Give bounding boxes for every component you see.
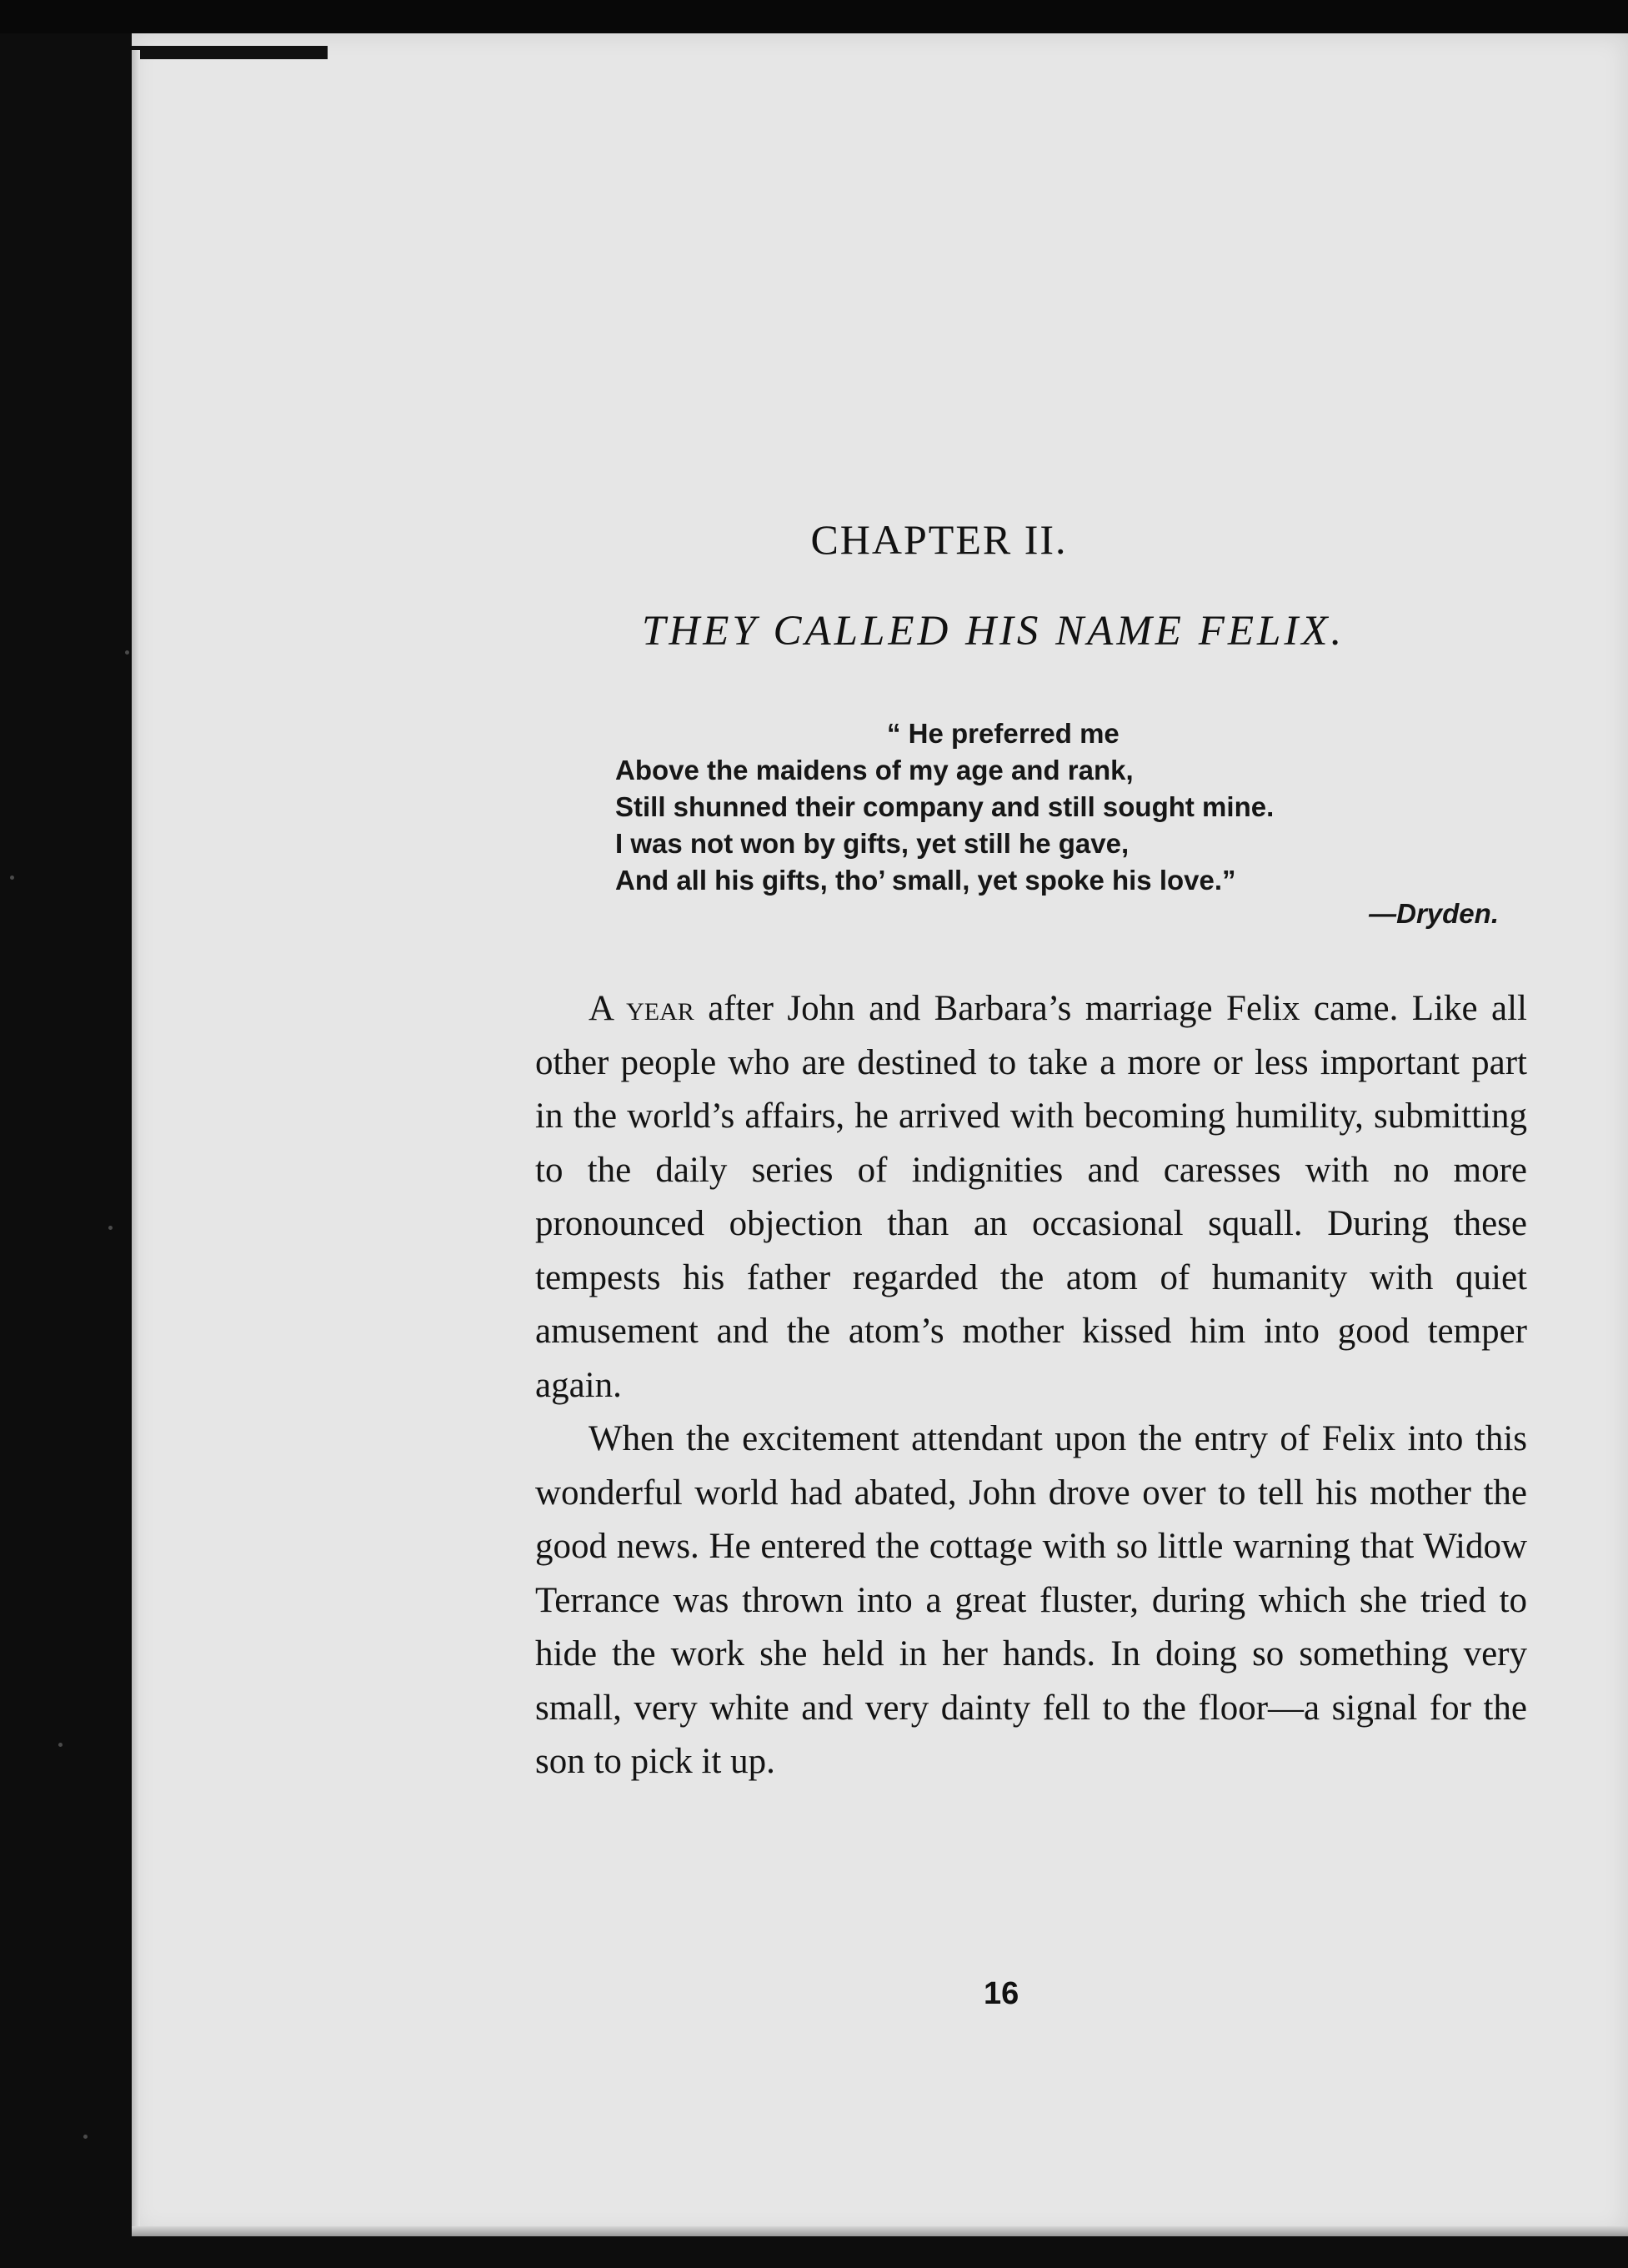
body-text xyxy=(535,982,1527,1789)
page-left-edge xyxy=(132,50,140,2226)
page-corner-mark xyxy=(132,46,328,59)
scan-speck xyxy=(10,876,14,880)
epigraph-line: Above the maidens of my age and rank, xyxy=(615,755,1134,785)
paragraph-text: after John and Barbara’s marriage Felix came. Like all other people who are destined to take a more or less important part in the world’s affairs, he arrived with becoming humility, submitting to the daily series of indignities and caresses with no more pronounced objection than an occasional squall. During these tempests his father regarded the atom of humanity with quiet amusement and the atom’s mother kissed him into good temper again. xyxy=(535,989,1527,1405)
epigraph-attribution: —Dryden. xyxy=(1369,898,1499,929)
paragraph-opening-words: A year xyxy=(589,989,694,1028)
paragraph xyxy=(535,1412,1527,1789)
chapter-heading: CHAPTER II. xyxy=(810,516,1068,563)
scan-speck xyxy=(125,650,129,655)
epigraph-line: Still shunned their company and still sought mine. xyxy=(615,791,1275,822)
scan-top-border xyxy=(0,0,1628,33)
page-bottom-edge xyxy=(132,2226,1628,2236)
paragraph xyxy=(535,982,1527,1412)
scan-speck xyxy=(108,1226,113,1230)
epigraph-line: “ He preferred me xyxy=(887,718,1120,749)
paragraph-text: When the excitement attendant upon the entry of Felix into this wonderful world had abated, John drove over to tell his mother the good news. He entered the cottage with so little warning that Widow Terrance was thrown into a great fluster, during which she tried to hide the work she held in her hands. In doing so something very small, very white and very dainty fell to the floor—a signal for the son to pick it up. xyxy=(535,1419,1527,1781)
epigraph-line: I was not won by gifts, yet still he gave, xyxy=(615,828,1130,859)
scan-speck xyxy=(83,2135,88,2139)
chapter-title: THEY CALLED HIS NAME FELIX. xyxy=(642,608,1345,655)
epigraph-line: And all his gifts, tho’ small, yet spoke his love.” xyxy=(615,865,1236,896)
epigraph xyxy=(615,715,1499,932)
page-number: 16 xyxy=(984,1976,1019,2011)
scan-speck xyxy=(58,1743,63,1747)
